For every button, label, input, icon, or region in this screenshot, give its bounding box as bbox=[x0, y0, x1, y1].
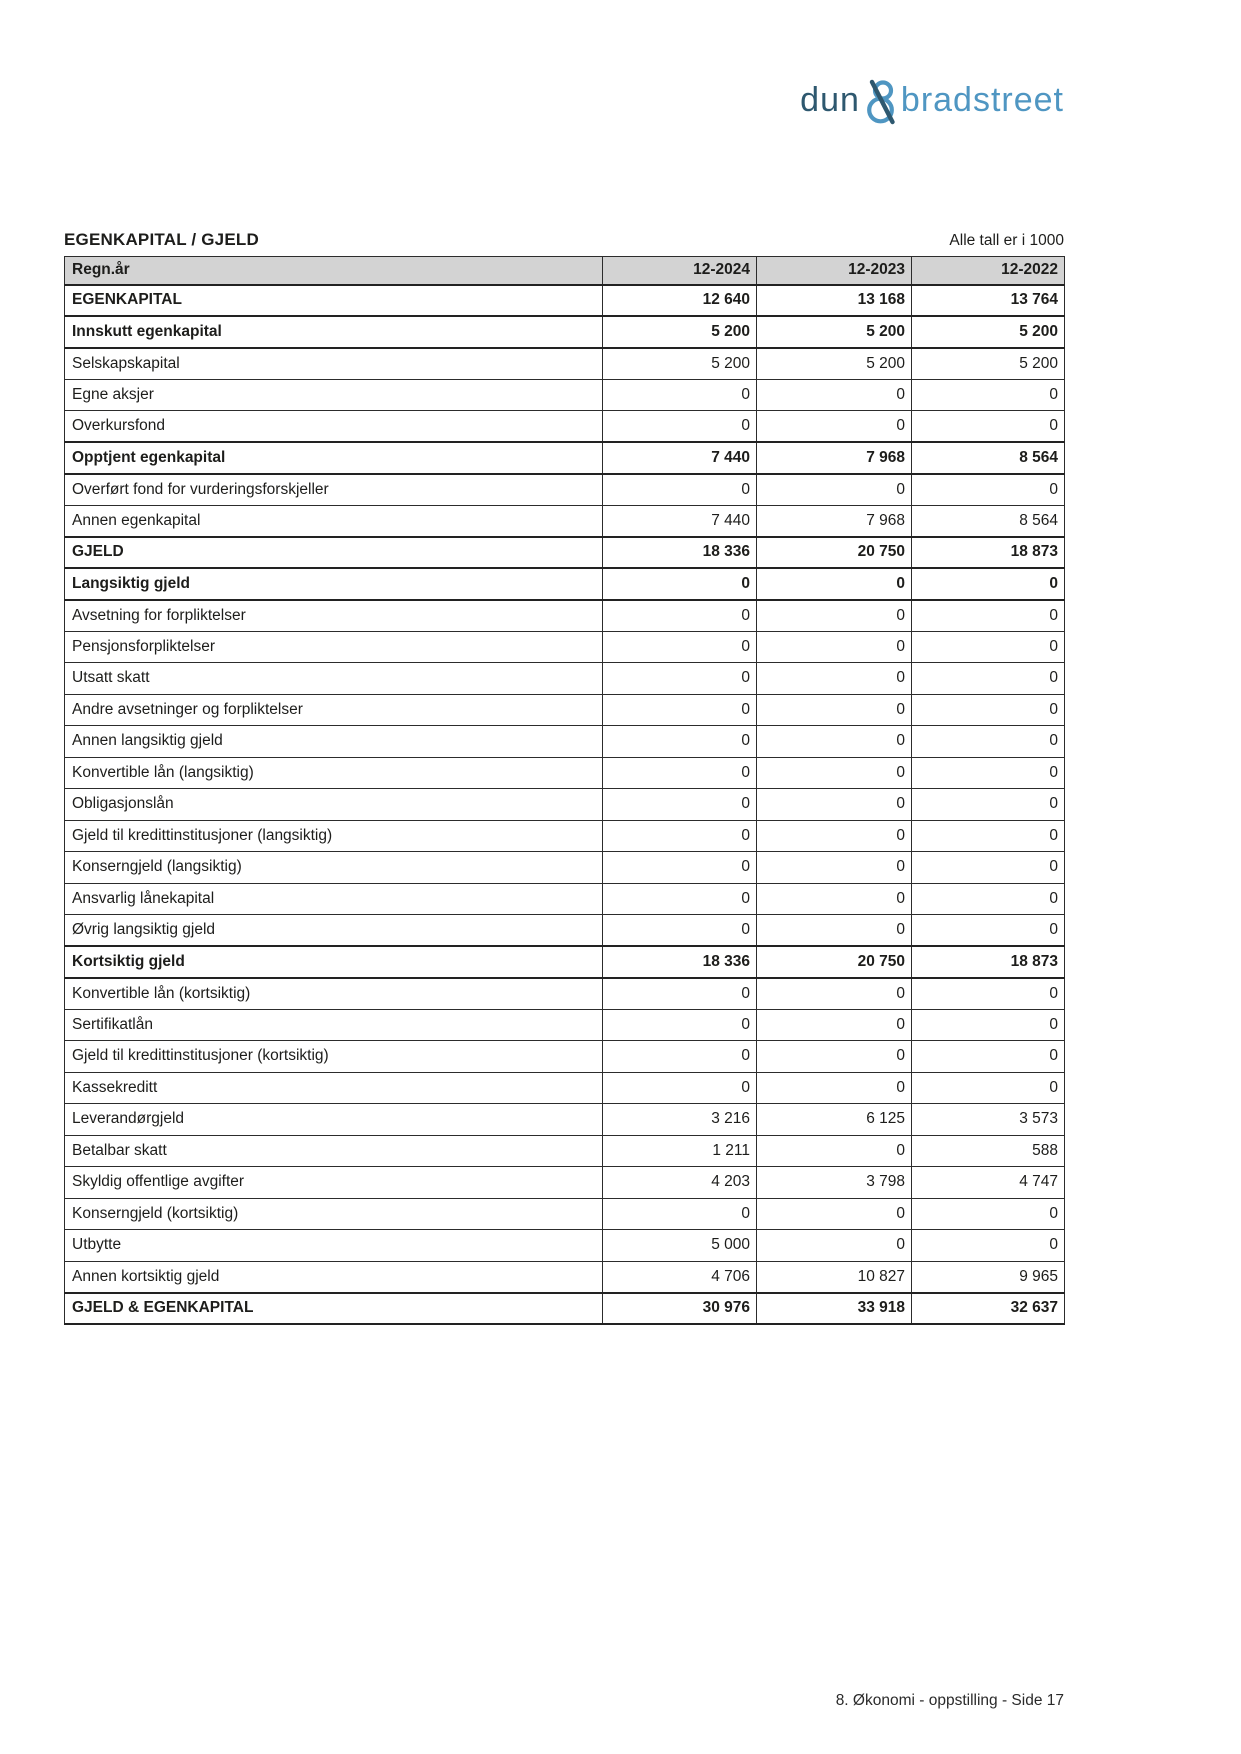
cell-value: 4 706 bbox=[603, 1261, 757, 1293]
cell-value: 0 bbox=[757, 631, 912, 663]
row-label: Sertifikatlån bbox=[65, 1009, 603, 1041]
cell-value: 0 bbox=[757, 600, 912, 632]
cell-value: 6 125 bbox=[757, 1104, 912, 1136]
row-label: Avsetning for forpliktelser bbox=[65, 600, 603, 632]
cell-value: 9 965 bbox=[912, 1261, 1065, 1293]
cell-value: 0 bbox=[912, 379, 1065, 411]
unit-note: Alle tall er i 1000 bbox=[949, 232, 1064, 249]
table-row bbox=[65, 411, 1065, 443]
row-label: Annen egenkapital bbox=[65, 505, 603, 537]
cell-value: 0 bbox=[603, 600, 757, 632]
table-row bbox=[65, 978, 1065, 1010]
cell-value: 18 336 bbox=[603, 537, 757, 569]
logo-text-dun: dun bbox=[800, 81, 860, 119]
cell-value: 588 bbox=[912, 1135, 1065, 1167]
table-row bbox=[65, 915, 1065, 947]
row-label: Overført fond for vurderingsforskjeller bbox=[65, 474, 603, 506]
table-row bbox=[65, 1072, 1065, 1104]
row-label: GJELD & EGENKAPITAL bbox=[65, 1293, 603, 1325]
cell-value: 0 bbox=[603, 1009, 757, 1041]
row-label: Utbytte bbox=[65, 1230, 603, 1262]
dun-bradstreet-logo bbox=[800, 80, 1064, 120]
cell-value: 18 873 bbox=[912, 537, 1065, 569]
table-row bbox=[65, 1261, 1065, 1293]
cell-value: 0 bbox=[757, 789, 912, 821]
table-row bbox=[65, 1230, 1065, 1262]
cell-value: 0 bbox=[603, 631, 757, 663]
cell-value: 18 336 bbox=[603, 946, 757, 978]
cell-value: 0 bbox=[603, 915, 757, 947]
cell-value: 5 200 bbox=[603, 348, 757, 380]
column-header-year: 12-2022 bbox=[912, 257, 1065, 285]
table-row bbox=[65, 1198, 1065, 1230]
cell-value: 0 bbox=[603, 726, 757, 758]
cell-value: 30 976 bbox=[603, 1293, 757, 1325]
cell-value: 0 bbox=[912, 1072, 1065, 1104]
cell-value: 0 bbox=[912, 600, 1065, 632]
column-header-year: 12-2023 bbox=[757, 257, 912, 285]
cell-value: 0 bbox=[603, 757, 757, 789]
cell-value: 0 bbox=[757, 1009, 912, 1041]
cell-value: 0 bbox=[757, 474, 912, 506]
cell-value: 5 200 bbox=[603, 316, 757, 348]
row-label: Skyldig offentlige avgifter bbox=[65, 1167, 603, 1199]
cell-value: 0 bbox=[757, 694, 912, 726]
table-row bbox=[65, 474, 1065, 506]
row-label: Øvrig langsiktig gjeld bbox=[65, 915, 603, 947]
row-label: Utsatt skatt bbox=[65, 663, 603, 695]
table-row bbox=[65, 600, 1065, 632]
cell-value: 0 bbox=[603, 1198, 757, 1230]
table-row bbox=[65, 568, 1065, 600]
table-row bbox=[65, 379, 1065, 411]
table-row bbox=[65, 505, 1065, 537]
cell-value: 0 bbox=[757, 379, 912, 411]
cell-value: 0 bbox=[603, 663, 757, 695]
cell-value: 32 637 bbox=[912, 1293, 1065, 1325]
row-label: Pensjonsforpliktelser bbox=[65, 631, 603, 663]
cell-value: 0 bbox=[757, 1041, 912, 1073]
logo-text-bradstreet: bradstreet bbox=[900, 81, 1064, 119]
table-row bbox=[65, 348, 1065, 380]
cell-value: 0 bbox=[912, 978, 1065, 1010]
cell-value: 0 bbox=[757, 411, 912, 443]
table-row bbox=[65, 285, 1065, 317]
cell-value: 0 bbox=[757, 820, 912, 852]
row-label: Andre avsetninger og forpliktelser bbox=[65, 694, 603, 726]
cell-value: 0 bbox=[912, 1041, 1065, 1073]
cell-value: 8 564 bbox=[912, 442, 1065, 474]
row-label: Langsiktig gjeld bbox=[65, 568, 603, 600]
cell-value: 0 bbox=[912, 789, 1065, 821]
row-label: Kassekreditt bbox=[65, 1072, 603, 1104]
row-label: Overkursfond bbox=[65, 411, 603, 443]
table-row bbox=[65, 442, 1065, 474]
table-row bbox=[65, 757, 1065, 789]
table-row bbox=[65, 1167, 1065, 1199]
equity-debt-table bbox=[64, 256, 1065, 1325]
cell-value: 4 203 bbox=[603, 1167, 757, 1199]
cell-value: 18 873 bbox=[912, 946, 1065, 978]
table-row bbox=[65, 537, 1065, 569]
table-row bbox=[65, 1009, 1065, 1041]
cell-value: 20 750 bbox=[757, 537, 912, 569]
row-label: Annen kortsiktig gjeld bbox=[65, 1261, 603, 1293]
cell-value: 0 bbox=[603, 789, 757, 821]
cell-value: 0 bbox=[757, 1230, 912, 1262]
row-label: Gjeld til kredittinstitusjoner (kortsiktig) bbox=[65, 1041, 603, 1073]
row-label: GJELD bbox=[65, 537, 603, 569]
row-label: Selskapskapital bbox=[65, 348, 603, 380]
table-row bbox=[65, 1041, 1065, 1073]
row-label: Konserngjeld (kortsiktig) bbox=[65, 1198, 603, 1230]
table-row bbox=[65, 820, 1065, 852]
cell-value: 8 564 bbox=[912, 505, 1065, 537]
row-label: Ansvarlig lånekapital bbox=[65, 883, 603, 915]
table-row bbox=[65, 946, 1065, 978]
row-label: EGENKAPITAL bbox=[65, 285, 603, 317]
cell-value: 7 440 bbox=[603, 442, 757, 474]
table-row bbox=[65, 789, 1065, 821]
cell-value: 0 bbox=[757, 1135, 912, 1167]
cell-value: 3 798 bbox=[757, 1167, 912, 1199]
cell-value: 12 640 bbox=[603, 285, 757, 317]
cell-value: 0 bbox=[603, 568, 757, 600]
row-label: Egne aksjer bbox=[65, 379, 603, 411]
cell-value: 0 bbox=[603, 411, 757, 443]
table-row bbox=[65, 1104, 1065, 1136]
cell-value: 4 747 bbox=[912, 1167, 1065, 1199]
row-label: Konvertible lån (kortsiktig) bbox=[65, 978, 603, 1010]
table-row bbox=[65, 694, 1065, 726]
cell-value: 20 750 bbox=[757, 946, 912, 978]
cell-value: 0 bbox=[603, 1041, 757, 1073]
cell-value: 33 918 bbox=[757, 1293, 912, 1325]
cell-value: 1 211 bbox=[603, 1135, 757, 1167]
cell-value: 0 bbox=[757, 663, 912, 695]
cell-value: 10 827 bbox=[757, 1261, 912, 1293]
table-row bbox=[65, 726, 1065, 758]
cell-value: 5 200 bbox=[757, 348, 912, 380]
cell-value: 7 968 bbox=[757, 505, 912, 537]
cell-value: 0 bbox=[912, 757, 1065, 789]
table-row bbox=[65, 631, 1065, 663]
cell-value: 0 bbox=[603, 883, 757, 915]
table-body bbox=[65, 285, 1065, 1325]
cell-value: 7 968 bbox=[757, 442, 912, 474]
cell-value: 0 bbox=[912, 631, 1065, 663]
cell-value: 0 bbox=[757, 978, 912, 1010]
cell-value: 0 bbox=[912, 694, 1065, 726]
cell-value: 0 bbox=[912, 1198, 1065, 1230]
cell-value: 0 bbox=[603, 379, 757, 411]
cell-value: 3 573 bbox=[912, 1104, 1065, 1136]
cell-value: 0 bbox=[912, 1230, 1065, 1262]
cell-value: 0 bbox=[603, 474, 757, 506]
cell-value: 5 200 bbox=[757, 316, 912, 348]
cell-value: 0 bbox=[912, 568, 1065, 600]
row-label: Konvertible lån (langsiktig) bbox=[65, 757, 603, 789]
cell-value: 0 bbox=[757, 568, 912, 600]
page-title: EGENKAPITAL / GJELD bbox=[64, 230, 259, 249]
table-row bbox=[65, 852, 1065, 884]
row-label: Leverandørgjeld bbox=[65, 1104, 603, 1136]
cell-value: 5 200 bbox=[912, 348, 1065, 380]
table-row bbox=[65, 663, 1065, 695]
cell-value: 0 bbox=[912, 726, 1065, 758]
cell-value: 0 bbox=[757, 726, 912, 758]
cell-value: 0 bbox=[757, 1198, 912, 1230]
row-label: Opptjent egenkapital bbox=[65, 442, 603, 474]
row-label: Gjeld til kredittinstitusjoner (langsiktig) bbox=[65, 820, 603, 852]
cell-value: 13 168 bbox=[757, 285, 912, 317]
table-row bbox=[65, 1293, 1065, 1325]
cell-value: 0 bbox=[757, 915, 912, 947]
cell-value: 0 bbox=[912, 883, 1065, 915]
cell-value: 7 440 bbox=[603, 505, 757, 537]
ampersand-icon bbox=[863, 79, 900, 125]
cell-value: 0 bbox=[603, 978, 757, 1010]
row-label: Innskutt egenkapital bbox=[65, 316, 603, 348]
cell-value: 0 bbox=[912, 852, 1065, 884]
cell-value: 0 bbox=[757, 757, 912, 789]
cell-value: 0 bbox=[757, 883, 912, 915]
cell-value: 0 bbox=[912, 663, 1065, 695]
row-label: Annen langsiktig gjeld bbox=[65, 726, 603, 758]
cell-value: 0 bbox=[603, 820, 757, 852]
cell-value: 0 bbox=[757, 852, 912, 884]
cell-value: 13 764 bbox=[912, 285, 1065, 317]
cell-value: 0 bbox=[603, 694, 757, 726]
cell-value: 0 bbox=[912, 820, 1065, 852]
cell-value: 0 bbox=[912, 474, 1065, 506]
table-row bbox=[65, 316, 1065, 348]
page-footer: 8. Økonomi - oppstilling - Side 17 bbox=[835, 1692, 1064, 1709]
table-row bbox=[65, 883, 1065, 915]
column-header-regnaar: Regn.år bbox=[65, 257, 603, 285]
row-label: Kortsiktig gjeld bbox=[65, 946, 603, 978]
row-label: Konserngjeld (langsiktig) bbox=[65, 852, 603, 884]
cell-value: 0 bbox=[603, 852, 757, 884]
cell-value: 0 bbox=[757, 1072, 912, 1104]
table-row bbox=[65, 1135, 1065, 1167]
cell-value: 5 200 bbox=[912, 316, 1065, 348]
cell-value: 5 000 bbox=[603, 1230, 757, 1262]
column-header-year: 12-2024 bbox=[603, 257, 757, 285]
cell-value: 3 216 bbox=[603, 1104, 757, 1136]
title-row bbox=[64, 230, 1064, 250]
row-label: Obligasjonslån bbox=[65, 789, 603, 821]
cell-value: 0 bbox=[912, 1009, 1065, 1041]
cell-value: 0 bbox=[912, 915, 1065, 947]
cell-value: 0 bbox=[603, 1072, 757, 1104]
row-label: Betalbar skatt bbox=[65, 1135, 603, 1167]
cell-value: 0 bbox=[912, 411, 1065, 443]
table-header-row bbox=[65, 257, 1065, 285]
